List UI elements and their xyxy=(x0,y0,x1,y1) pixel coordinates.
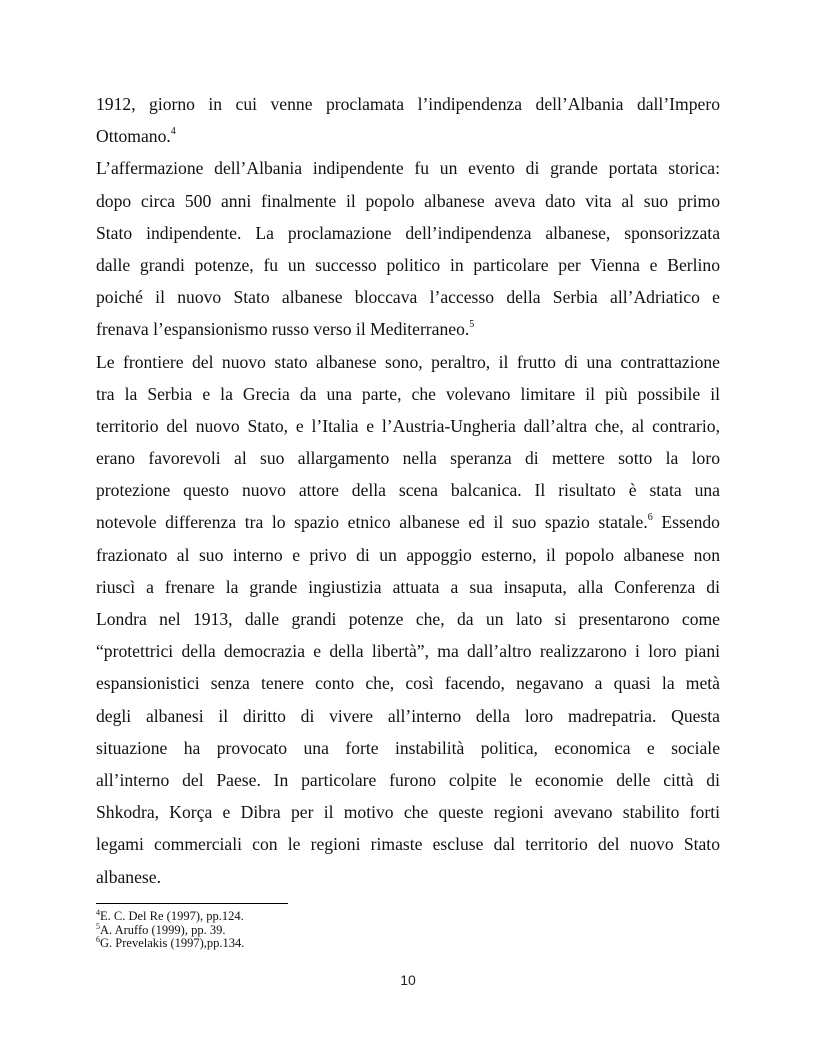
text-line xyxy=(96,281,720,313)
text-line xyxy=(96,700,720,732)
footnote-text: G. Prevelakis (1997),pp.134. xyxy=(100,936,245,950)
text-line xyxy=(96,249,720,281)
body-text xyxy=(96,88,720,893)
text-line xyxy=(96,185,720,217)
text-line-content: espansionistici senza tenere conto che, così facendo, negavano a quasi la metà xyxy=(96,673,720,694)
text-line-content: dalle grandi potenze, fu un successo politico in particolare per Vienna e Berlino xyxy=(96,254,720,275)
text-line xyxy=(96,217,720,249)
text-line-content: tra la Serbia e la Grecia da una parte, che volevano limitare il più possibile il xyxy=(96,383,720,404)
text-line-content: Londra nel 1913, dalle grandi potenze che, da un lato si presentarono come xyxy=(96,609,720,629)
text-line xyxy=(96,571,720,603)
footnote-separator xyxy=(96,903,288,904)
text-line-content: territorio del nuovo Stato, e l’Italia e l’Austria-Ungheria dall’altra che, al contrario, xyxy=(96,415,720,436)
text-line xyxy=(96,120,720,152)
text-line xyxy=(96,506,720,538)
text-line-content: legami commerciali con le regioni rimaste escluse dal territorio del nuovo Stato xyxy=(96,834,720,855)
page-number: 10 xyxy=(400,972,416,988)
text-line-content: frazionato al suo interno e privo di un appoggio esterno, il popolo albanese non xyxy=(96,544,720,565)
footnote xyxy=(96,937,720,951)
footnotes xyxy=(96,910,720,951)
footnote-number: 6 xyxy=(96,935,100,944)
text-line-content: riuscì a frenare la grande ingiustizia attuata a sua insaputa, alla Conferenza di xyxy=(96,576,720,597)
text-line xyxy=(96,796,720,828)
text-line xyxy=(96,828,720,860)
text-line-content: Ottomano. xyxy=(96,126,171,147)
text-line xyxy=(96,861,720,893)
text-line-content: Le frontiere del nuovo stato albanese sono, peraltro, il frutto di una contrattazione xyxy=(96,351,720,372)
footnote-number: 4 xyxy=(96,908,100,917)
text-line-content: “protettrici della democrazia e della libertà”, ma dall’altro realizzarono i loro piani xyxy=(96,641,720,662)
text-line-content: poiché il nuovo Stato albanese bloccava l’accesso della Serbia all’Adriatico e xyxy=(96,287,720,308)
text-line xyxy=(96,313,720,345)
footnote-ref: 5 xyxy=(469,319,475,331)
text-line xyxy=(96,764,720,796)
text-line-content: dopo circa 500 anni finalmente il popolo albanese aveva dato vita al suo primo xyxy=(96,190,720,211)
footnote-number: 5 xyxy=(96,921,100,931)
text-line xyxy=(96,732,720,764)
text-line-content: degli albanesi il diritto di vivere all’interno della loro madrepatria. Questa xyxy=(96,705,720,726)
footnote-ref: 4 xyxy=(170,126,176,138)
text-line-content: situazione ha provocato una forte instabilità politica, economica e sociale xyxy=(96,737,720,758)
footnote-text: E. C. Del Re (1997), pp.124. xyxy=(100,909,244,923)
text-line-content: all’interno del Paese. In particolare furono colpite le economie delle città di xyxy=(96,769,720,790)
text-line-tail: Essendo xyxy=(652,512,720,533)
footnote xyxy=(96,910,720,924)
footnote-ref: 6 xyxy=(647,512,653,524)
text-line-content: albanese. xyxy=(96,866,161,887)
text-line-content: notevole differenza tra lo spazio etnico albanese ed il suo spazio statale. xyxy=(96,512,648,533)
text-line xyxy=(96,635,720,667)
footnote xyxy=(96,921,720,938)
text-line-content: 1912, giorno in cui venne proclamata l’indipendenza dell’Albania dall’Impero xyxy=(96,94,720,114)
text-line-content: Shkodra, Korça e Dibra per il motivo che queste regioni avevano stabilito forti xyxy=(96,802,720,823)
text-line xyxy=(96,474,720,506)
text-line-content: erano favorevoli al suo allargamento nella speranza di mettere sotto la loro xyxy=(96,448,720,469)
text-line-content: L’affermazione dell’Albania indipendente fu un evento di grande portata storica: xyxy=(96,158,720,179)
text-line xyxy=(96,378,720,410)
text-line xyxy=(96,88,720,120)
text-line xyxy=(96,539,720,571)
text-line-content: Stato indipendente. La proclamazione dell’indipendenza albanese, sponsorizzata xyxy=(96,222,720,243)
text-line xyxy=(96,410,720,442)
footnote-text: A. Aruffo (1999), pp. 39. xyxy=(100,922,226,937)
text-line xyxy=(96,152,720,184)
text-line-content: protezione questo nuovo attore della scena balcanica. Il risultato è stata una xyxy=(96,480,720,501)
text-line xyxy=(96,667,720,699)
text-line xyxy=(96,442,720,474)
text-line xyxy=(96,603,720,635)
text-line-content: frenava l’espansionismo russo verso il Mediterraneo. xyxy=(96,319,470,340)
text-line xyxy=(96,346,720,378)
